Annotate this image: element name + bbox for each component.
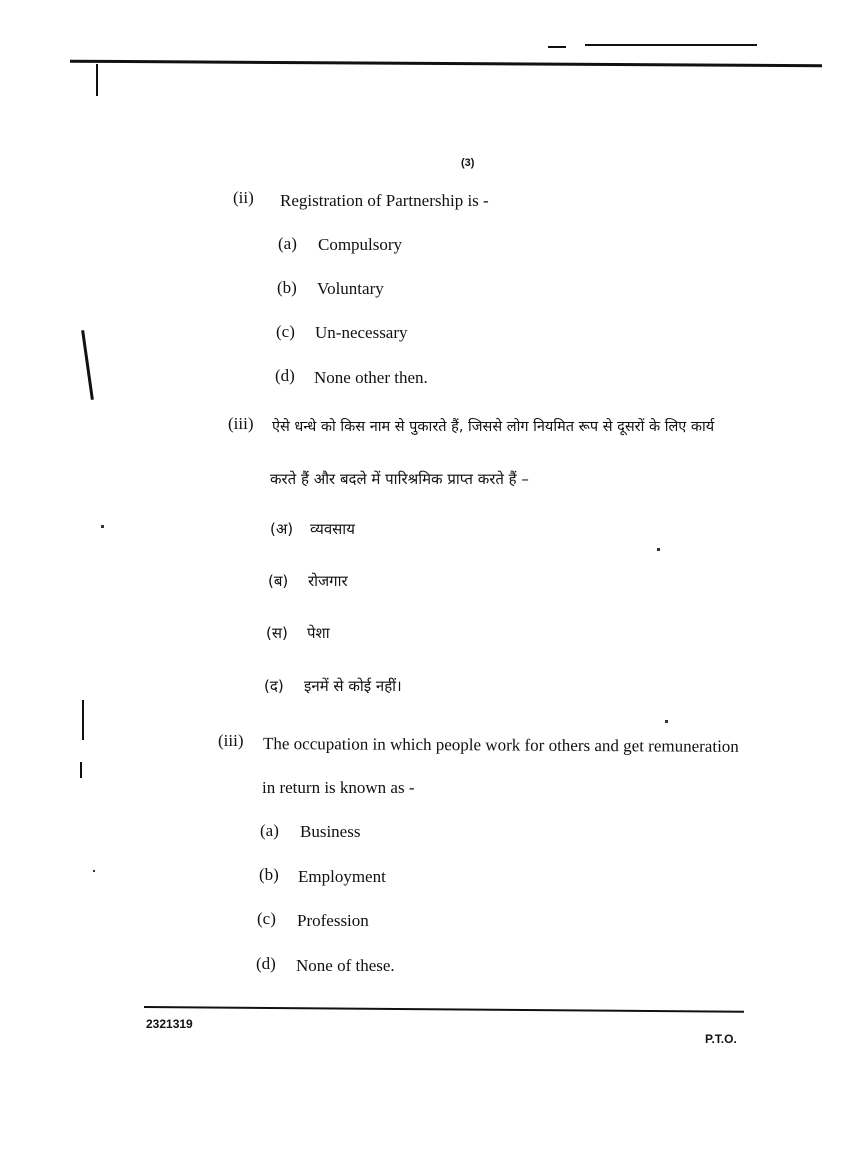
- option-key: (स): [266, 624, 288, 642]
- option-text: Business: [300, 822, 361, 841]
- pto-label: P.T.O.: [705, 1032, 737, 1046]
- question-text-line2: in return is known as -: [262, 778, 415, 797]
- scan-speck: [101, 525, 104, 528]
- top-dash-line: [548, 46, 566, 48]
- option-key: (d): [275, 366, 295, 385]
- option-text: इनमें से कोई नहीं।: [304, 677, 402, 695]
- left-margin-mark: [96, 64, 98, 96]
- option-key: (ब): [268, 572, 289, 590]
- option-text: Un-necessary: [315, 323, 408, 342]
- option-text: Compulsory: [318, 235, 403, 254]
- left-margin-mark: [80, 762, 82, 778]
- footer-rule: [144, 1006, 744, 1013]
- option-key: (a): [260, 821, 279, 840]
- top-border-line: [70, 60, 822, 68]
- option-text: पेशा: [307, 624, 330, 642]
- option-text: व्यवसाय: [310, 520, 355, 538]
- paper-code: 2321319: [146, 1017, 193, 1031]
- question-text: Registration of Partnership is -: [280, 191, 489, 210]
- option-key: (d): [256, 954, 276, 973]
- question-text-line1: The occupation in which people work for others and get remuneration: [262, 734, 739, 756]
- left-margin-mark: [82, 700, 84, 740]
- question-text-hindi-line1: ऐसे धन्धे को किस नाम से पुकारते हैं, जिससे लोग नियमित रूप से दूसरों के लिए कार्य: [272, 419, 715, 435]
- question-number: (iii): [228, 414, 254, 433]
- option-key: (a): [278, 234, 297, 253]
- option-text: None of these.: [296, 956, 395, 975]
- top-dash-line: [585, 44, 757, 46]
- option-key: (b): [277, 278, 297, 297]
- option-key: (द): [264, 677, 284, 695]
- scan-speck: [657, 548, 660, 551]
- question-number: (ii): [233, 188, 254, 207]
- option-text: Employment: [298, 867, 386, 886]
- scan-speck: [665, 720, 668, 723]
- question-number: (iii): [218, 731, 244, 750]
- option-text: Voluntary: [317, 279, 384, 298]
- option-key: (c): [257, 909, 276, 928]
- option-key: (b): [259, 865, 279, 884]
- option-text: Profession: [297, 911, 369, 930]
- option-key: (अ): [270, 520, 294, 538]
- page-number: (3): [461, 157, 475, 169]
- scan-speck: [93, 870, 95, 872]
- option-key: (c): [276, 322, 295, 341]
- option-text: None other then.: [314, 368, 428, 387]
- option-text: रोजगार: [308, 572, 348, 590]
- question-text-hindi-line2: करते हैं और बदले में पारिश्रमिक प्राप्त करते हैं –: [270, 470, 529, 488]
- left-margin-mark: [81, 330, 94, 400]
